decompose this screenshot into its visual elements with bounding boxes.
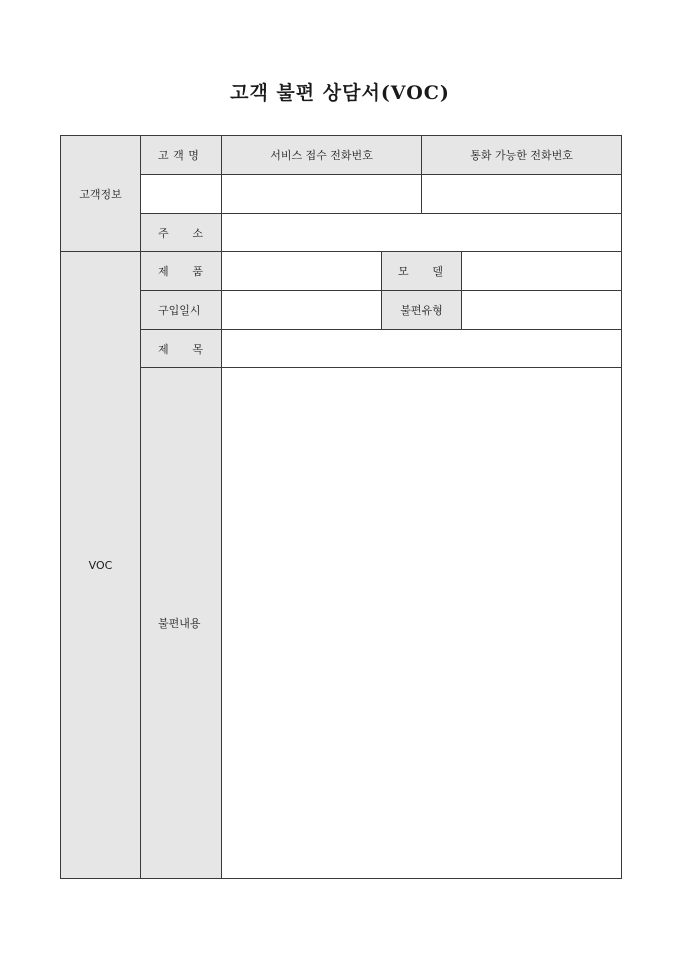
purchase-date-field[interactable] bbox=[222, 291, 382, 330]
address-label-char-2: 소 bbox=[192, 226, 203, 240]
voc-form-table bbox=[60, 135, 622, 879]
document-title: 고객 불편 상담서(VOC) bbox=[230, 82, 450, 104]
model-label-char-2: 델 bbox=[432, 265, 444, 278]
complaint-type-field[interactable] bbox=[462, 291, 622, 330]
address-label-char-1: 주 bbox=[158, 226, 169, 240]
customer-info-header: 고객정보 bbox=[61, 136, 141, 252]
customer-name-label: 고 객 명 bbox=[141, 136, 222, 175]
voc-header: VOC bbox=[61, 252, 141, 879]
customer-name-field[interactable] bbox=[141, 175, 222, 214]
address-field[interactable] bbox=[222, 214, 622, 252]
subject-label-char-2: 목 bbox=[192, 342, 203, 356]
model-field[interactable] bbox=[462, 252, 622, 291]
available-phone-field[interactable] bbox=[422, 175, 622, 214]
available-phone-label: 통화 가능한 전화번호 bbox=[422, 136, 622, 175]
model-label bbox=[382, 252, 462, 291]
subject-field[interactable] bbox=[222, 330, 622, 368]
service-phone-field[interactable] bbox=[222, 175, 422, 214]
product-label-char-2: 품 bbox=[192, 265, 203, 278]
subject-label bbox=[141, 330, 222, 368]
purchase-date-label: 구입일시 bbox=[141, 291, 222, 330]
complaint-content-label: 불편내용 bbox=[141, 368, 222, 879]
service-phone-label: 서비스 접수 전화번호 bbox=[222, 136, 422, 175]
address-label bbox=[141, 214, 222, 252]
complaint-type-label: 불편유형 bbox=[382, 291, 462, 330]
product-label bbox=[141, 252, 222, 291]
model-label-char-1: 모 bbox=[398, 265, 409, 278]
product-field[interactable] bbox=[222, 252, 382, 291]
subject-label-char-1: 제 bbox=[158, 342, 169, 356]
complaint-content-field[interactable] bbox=[222, 368, 622, 879]
product-label-char-1: 제 bbox=[158, 265, 169, 278]
